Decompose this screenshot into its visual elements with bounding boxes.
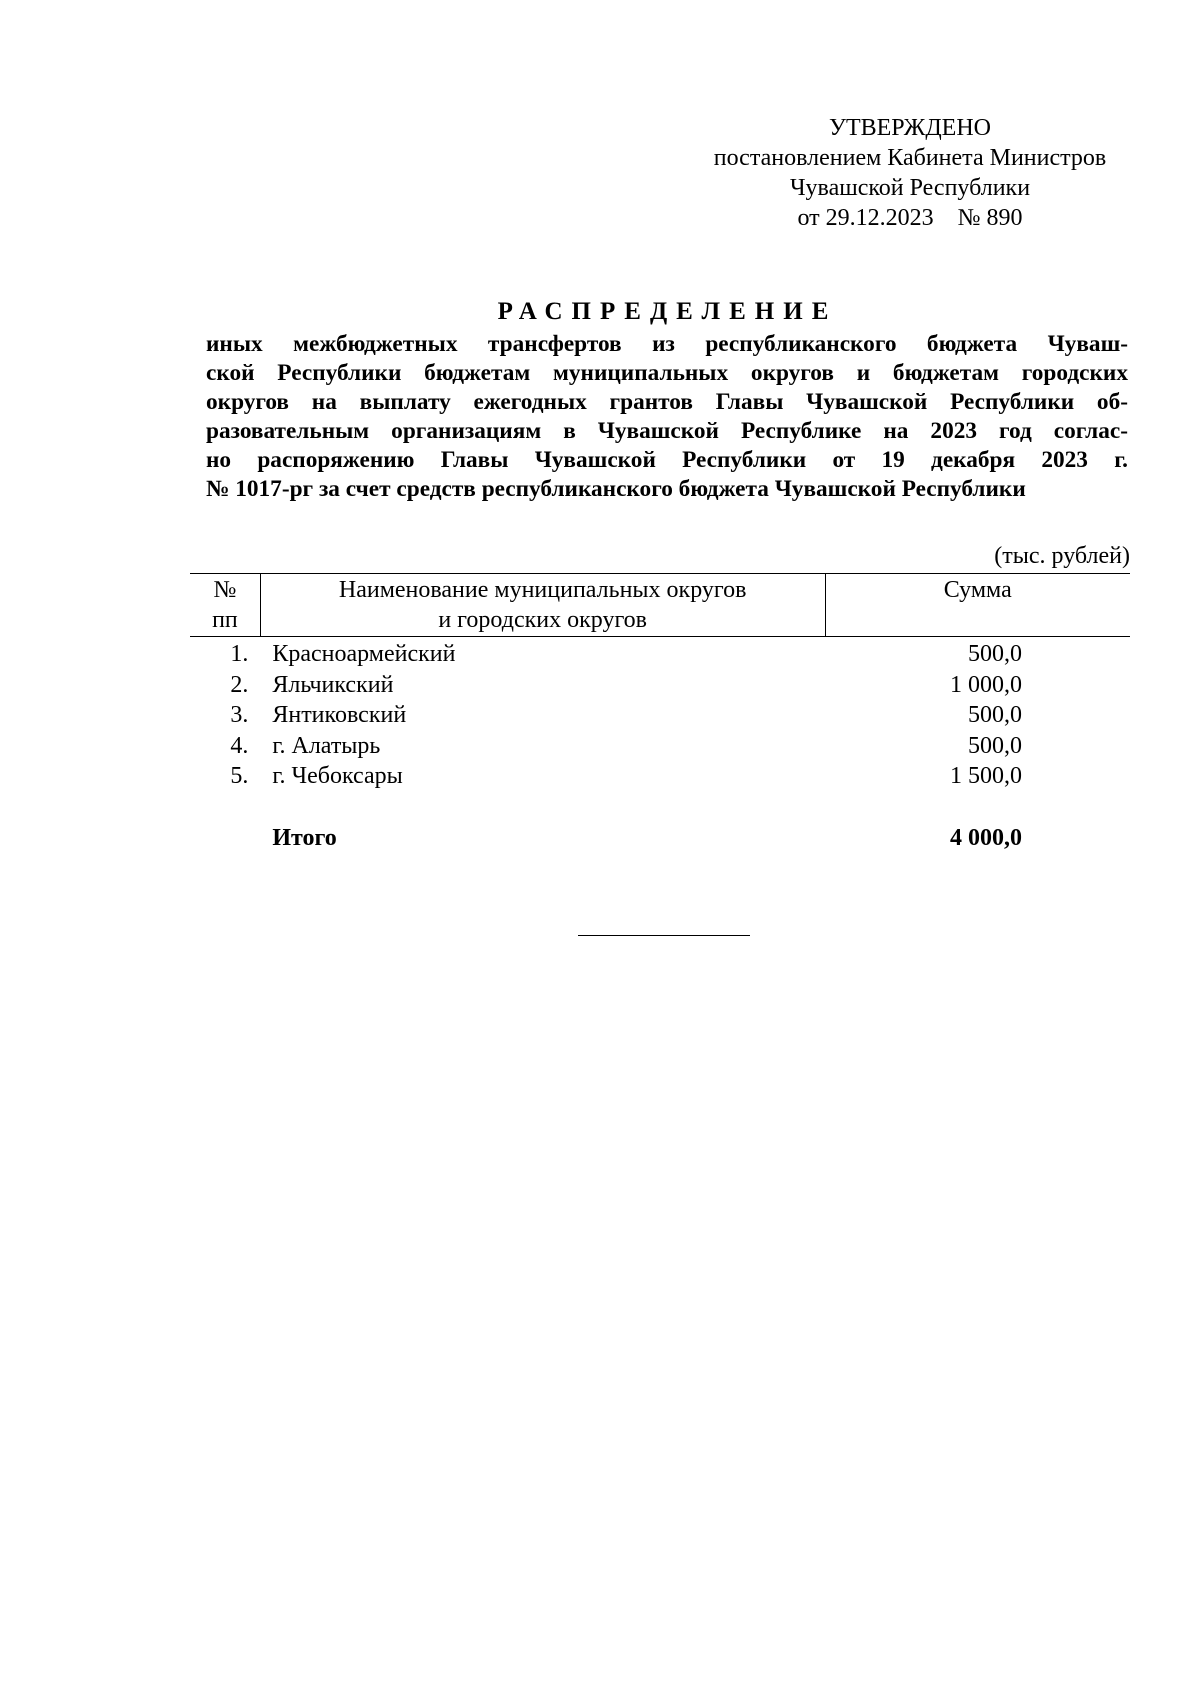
row-num: 2. <box>230 671 249 698</box>
subtitle-line: иных межбюджетных трансфертов из республиканского бюджета Чуваш- <box>206 331 1128 357</box>
table-row <box>190 637 1130 670</box>
subtitle-line: разовательным организациям в Чувашской Республике на 2023 год соглас- <box>206 418 1128 444</box>
table-row <box>190 700 1130 731</box>
row-sum: 500,0 <box>968 641 1022 667</box>
document-subtitle <box>206 330 1128 504</box>
header-num: № <box>190 574 260 606</box>
total-sum: 4 000,0 <box>950 824 1022 851</box>
row-sum: 1 000,0 <box>950 671 1022 698</box>
row-sum: 500,0 <box>968 702 1022 728</box>
total-label: Итого <box>272 824 337 851</box>
table-header-row <box>190 574 1130 606</box>
table-row <box>190 670 1130 701</box>
row-name: г. Алатырь <box>272 732 381 759</box>
subtitle-line: но распоряжению Главы Чувашской Республики от 19 декабря 2023 г. <box>206 447 1128 473</box>
row-num: 1. <box>230 641 249 667</box>
row-name: Яльчикский <box>272 671 394 698</box>
table-header-row <box>190 605 1130 637</box>
distribution-table <box>190 573 1130 853</box>
subtitle-line: округов на выплату ежегодных грантов Главы Чувашской Республики об- <box>206 389 1128 415</box>
row-name: г. Чебоксары <box>272 763 403 789</box>
header-name-sub: и городских округов <box>260 605 825 637</box>
table-row <box>190 761 1130 792</box>
subtitle-line: № 1017-рг за счет средств республиканского бюджета Чувашской Республики <box>206 476 1026 502</box>
document-heading: РАСПРЕДЕЛЕНИЕ <box>497 298 838 325</box>
total-num-empty <box>190 792 260 854</box>
row-name: Красноармейский <box>272 641 456 667</box>
header-sum-empty <box>825 605 1130 637</box>
row-num: 5. <box>230 763 249 789</box>
approval-block <box>690 113 1130 233</box>
row-num: 4. <box>230 732 249 759</box>
approval-issuer: постановлением Кабинета Министров <box>713 145 1107 171</box>
end-divider <box>578 935 750 936</box>
units-label: (тыс. рублей) <box>994 543 1130 569</box>
approval-republic: Чувашской Республики <box>789 175 1031 201</box>
total-row <box>190 792 1130 854</box>
approval-date-number: от 29.12.2023 № 890 <box>797 205 1023 231</box>
header-name: Наименование муниципальных округов <box>260 574 825 606</box>
row-sum: 500,0 <box>968 732 1022 759</box>
table-row <box>190 731 1130 762</box>
header-num-sub: пп <box>190 605 260 637</box>
approval-title: УТВЕРЖДЕНО <box>828 115 992 141</box>
row-sum: 1 500,0 <box>950 763 1022 789</box>
row-num: 3. <box>230 702 249 728</box>
row-name: Янтиковский <box>272 702 407 728</box>
header-sum: Сумма <box>825 574 1130 606</box>
subtitle-line: ской Республики бюджетам муниципальных округов и бюджетам городских <box>206 360 1128 386</box>
